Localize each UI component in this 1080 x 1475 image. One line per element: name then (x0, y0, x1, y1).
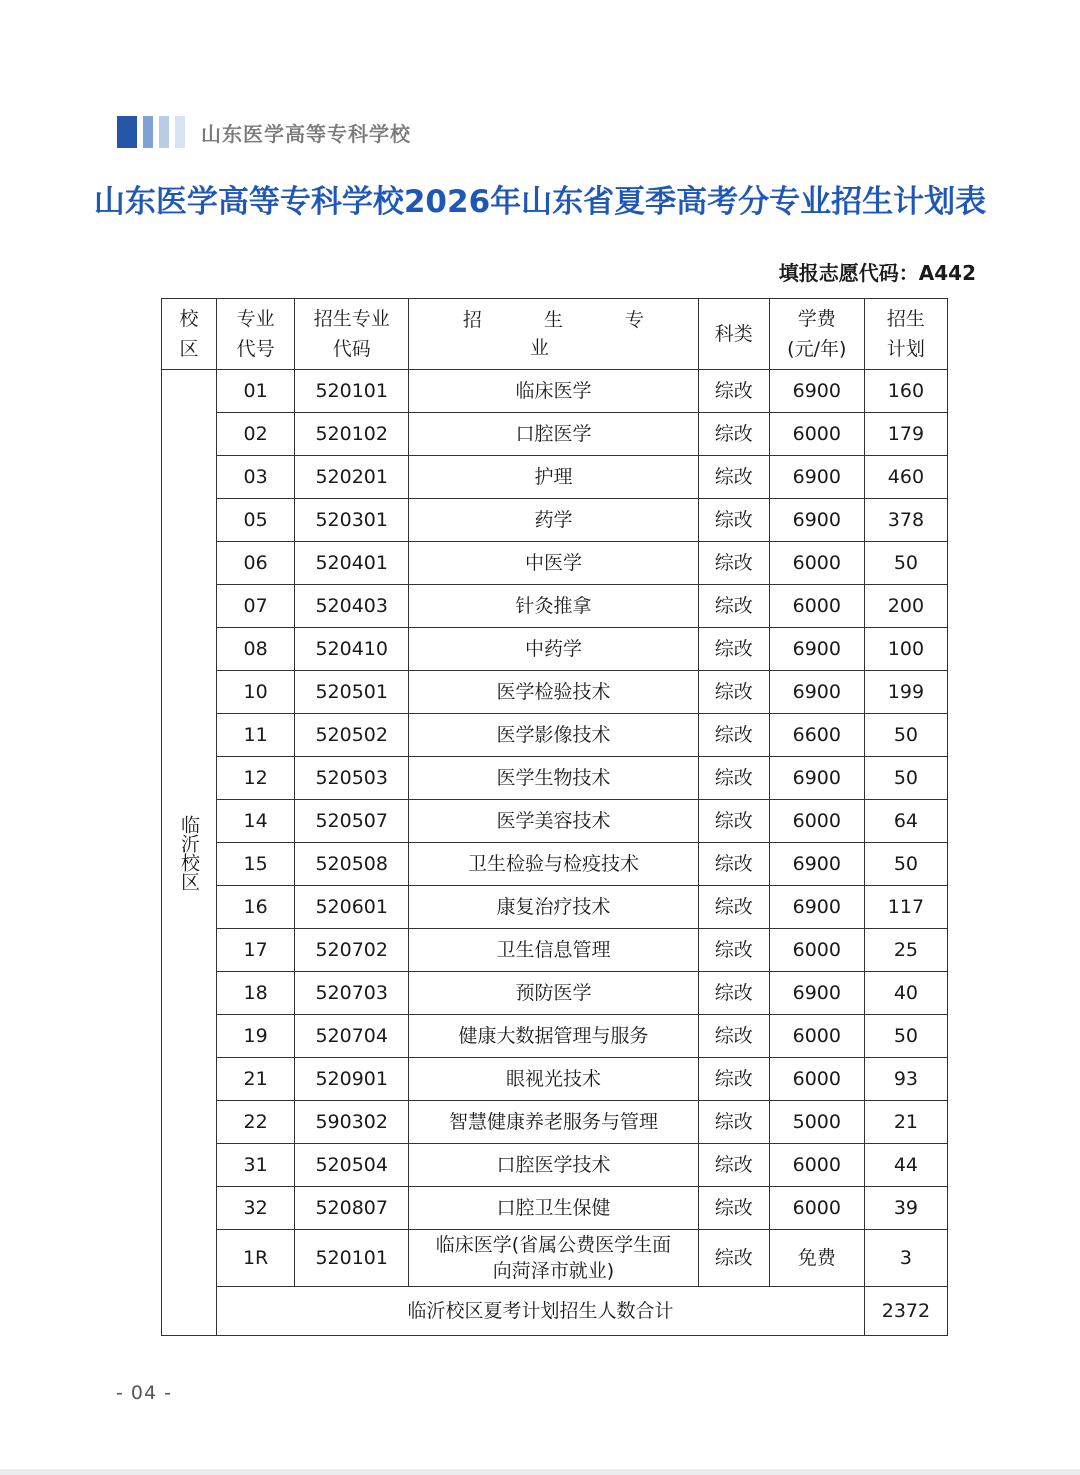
cell-major-code: 520301 (295, 499, 409, 542)
header-campus (162, 299, 217, 370)
cell-category: 综改 (698, 413, 769, 456)
brand-bar (159, 116, 169, 148)
cell-fee: 6600 (769, 714, 864, 757)
table-row (162, 714, 948, 757)
cell-plan: 40 (864, 972, 947, 1015)
cell-major: 眼视光技术 (409, 1058, 698, 1101)
cell-code: 02 (217, 413, 295, 456)
table-row (162, 1187, 948, 1230)
cell-major-code: 520502 (295, 714, 409, 757)
table-row (162, 800, 948, 843)
cell-major-code: 520101 (295, 370, 409, 413)
cell-fee: 6900 (769, 456, 864, 499)
cell-fee: 6000 (769, 1187, 864, 1230)
header-campus-line1: 校 (179, 308, 199, 330)
header-plan-line2: 计划 (886, 338, 925, 360)
page-title: 山东医学高等专科学校2026年山东省夏季高考分专业招生计划表 (93, 184, 987, 220)
brand-bar (143, 116, 153, 148)
campus-cell (162, 370, 217, 1336)
cell-major-line2: 向菏泽市就业) (492, 1260, 615, 1282)
table-row (162, 757, 948, 800)
cell-major-code: 520403 (295, 585, 409, 628)
cell-category: 综改 (698, 671, 769, 714)
table-row (162, 499, 948, 542)
cell-fee: 6900 (769, 499, 864, 542)
cell-code: 03 (217, 456, 295, 499)
cell-major-code: 520703 (295, 972, 409, 1015)
brand-header (117, 116, 411, 148)
cell-plan: 50 (864, 714, 947, 757)
cell-code: 06 (217, 542, 295, 585)
cell-fee: 6900 (769, 370, 864, 413)
table-row (162, 671, 948, 714)
cell-fee: 免费 (769, 1230, 864, 1287)
header-plan-line1: 招生 (886, 308, 925, 330)
cell-category: 综改 (698, 1144, 769, 1187)
table-row-special (162, 1230, 948, 1287)
cell-major-code: 520807 (295, 1187, 409, 1230)
table-header-row (162, 299, 948, 370)
cell-code: 22 (217, 1101, 295, 1144)
cell-category: 综改 (698, 499, 769, 542)
cell-code: 05 (217, 499, 295, 542)
cell-plan: 100 (864, 628, 947, 671)
cell-code: 21 (217, 1058, 295, 1101)
cell-major-code: 520702 (295, 929, 409, 972)
cell-fee: 6000 (769, 929, 864, 972)
cell-code: 32 (217, 1187, 295, 1230)
application-code: 填报志愿代码：A442 (778, 261, 976, 285)
cell-major: 医学生物技术 (409, 757, 698, 800)
cell-code: 15 (217, 843, 295, 886)
page-number: - 04 - (116, 1382, 172, 1404)
brand-bar (117, 116, 137, 148)
cell-plan: 160 (864, 370, 947, 413)
cell-fee: 6000 (769, 413, 864, 456)
cell-plan: 179 (864, 413, 947, 456)
cell-category: 综改 (698, 542, 769, 585)
cell-category: 综改 (698, 1058, 769, 1101)
cell-major: 智慧健康养老服务与管理 (409, 1101, 698, 1144)
cell-major: 健康大数据管理与服务 (409, 1015, 698, 1058)
table-row (162, 1101, 948, 1144)
header-enroll-code-line1: 招生专业 (313, 308, 390, 330)
header-enroll-code (295, 299, 409, 370)
cell-major: 口腔医学 (409, 413, 698, 456)
table-row (162, 1058, 948, 1101)
header-plan (864, 299, 947, 370)
cell-code: 17 (217, 929, 295, 972)
cell-category: 综改 (698, 886, 769, 929)
cell-major: 口腔卫生保健 (409, 1187, 698, 1230)
cell-plan: 44 (864, 1144, 947, 1187)
cell-major-code: 520401 (295, 542, 409, 585)
cell-code: 01 (217, 370, 295, 413)
header-code-line2: 代号 (236, 338, 275, 360)
cell-plan: 50 (864, 757, 947, 800)
cell-plan: 21 (864, 1101, 947, 1144)
cell-category: 综改 (698, 1015, 769, 1058)
cell-major-code: 520508 (295, 843, 409, 886)
cell-category: 综改 (698, 800, 769, 843)
cell-major-code: 520102 (295, 413, 409, 456)
cell-plan: 460 (864, 456, 947, 499)
cell-category: 综改 (698, 585, 769, 628)
cell-major-code: 520501 (295, 671, 409, 714)
table-row (162, 542, 948, 585)
cell-code: 11 (217, 714, 295, 757)
cell-major: 护理 (409, 456, 698, 499)
school-name: 山东医学高等专科学校 (201, 121, 411, 146)
cell-fee: 6900 (769, 757, 864, 800)
cell-major: 医学美容技术 (409, 800, 698, 843)
table-row (162, 370, 948, 413)
cell-major-code: 520901 (295, 1058, 409, 1101)
cell-code: 18 (217, 972, 295, 1015)
table-row (162, 886, 948, 929)
cell-fee: 6000 (769, 542, 864, 585)
cell-major-code: 520101 (295, 1230, 409, 1287)
cell-fee: 6900 (769, 886, 864, 929)
cell-major: 康复治疗技术 (409, 886, 698, 929)
cell-fee: 6000 (769, 800, 864, 843)
cell-major: 预防医学 (409, 972, 698, 1015)
cell-category: 综改 (698, 1101, 769, 1144)
table-row (162, 1015, 948, 1058)
cell-major (409, 1230, 698, 1287)
table-row (162, 585, 948, 628)
header-major-number (217, 299, 295, 370)
cell-plan: 50 (864, 1015, 947, 1058)
cell-major-code: 590302 (295, 1101, 409, 1144)
cell-plan: 117 (864, 886, 947, 929)
cell-category: 综改 (698, 456, 769, 499)
header-major (409, 299, 698, 370)
table-row (162, 1144, 948, 1187)
header-category: 科类 (698, 299, 769, 370)
cell-code: 19 (217, 1015, 295, 1058)
cell-major: 针灸推拿 (409, 585, 698, 628)
cell-plan: 93 (864, 1058, 947, 1101)
table-row (162, 628, 948, 671)
header-major-label: 招 生 专 业 (462, 309, 673, 359)
cell-major: 医学影像技术 (409, 714, 698, 757)
table-row (162, 972, 948, 1015)
total-value: 2372 (864, 1287, 947, 1336)
header-code-line1: 专业 (236, 308, 275, 330)
cell-code: 08 (217, 628, 295, 671)
cell-code: 14 (217, 800, 295, 843)
cell-category: 综改 (698, 843, 769, 886)
cell-major: 卫生检验与检疫技术 (409, 843, 698, 886)
header-enroll-code-line2: 代码 (332, 338, 371, 360)
cell-major: 药学 (409, 499, 698, 542)
cell-fee: 5000 (769, 1101, 864, 1144)
cell-major: 中药学 (409, 628, 698, 671)
cell-plan: 3 (864, 1230, 947, 1287)
cell-major: 临床医学 (409, 370, 698, 413)
cell-major: 中医学 (409, 542, 698, 585)
cell-fee: 6000 (769, 585, 864, 628)
table-total-row (162, 1287, 948, 1336)
cell-major: 口腔医学技术 (409, 1144, 698, 1187)
cell-major-code: 520201 (295, 456, 409, 499)
cell-category: 综改 (698, 1230, 769, 1287)
cell-code: 12 (217, 757, 295, 800)
brand-logo-bars (117, 116, 191, 148)
header-fee-line1: 学费 (797, 308, 836, 330)
header-campus-line2: 区 (179, 338, 199, 360)
cell-major-line1: 临床医学(省属公费医学生面 (435, 1234, 672, 1256)
cell-major-code: 520704 (295, 1015, 409, 1058)
cell-category: 综改 (698, 370, 769, 413)
header-fee (769, 299, 864, 370)
table-row (162, 929, 948, 972)
cell-fee: 6900 (769, 671, 864, 714)
table-row (162, 456, 948, 499)
cell-category: 综改 (698, 1187, 769, 1230)
table-row (162, 843, 948, 886)
cell-plan: 50 (864, 843, 947, 886)
cell-fee: 6000 (769, 1058, 864, 1101)
brand-bar (175, 116, 185, 148)
cell-fee: 6900 (769, 843, 864, 886)
cell-major: 医学检验技术 (409, 671, 698, 714)
cell-plan: 64 (864, 800, 947, 843)
cell-plan: 25 (864, 929, 947, 972)
cell-major-code: 520503 (295, 757, 409, 800)
cell-code: 1R (217, 1230, 295, 1287)
cell-code: 16 (217, 886, 295, 929)
cell-fee: 6000 (769, 1015, 864, 1058)
campus-name: 临沂校区 (178, 814, 201, 891)
cell-major-code: 520504 (295, 1144, 409, 1187)
cell-fee: 6900 (769, 628, 864, 671)
cell-fee: 6000 (769, 1144, 864, 1187)
cell-category: 综改 (698, 972, 769, 1015)
total-label: 临沂校区夏考计划招生人数合计 (217, 1287, 865, 1336)
enrollment-plan-table (161, 298, 948, 1336)
table-row (162, 413, 948, 456)
cell-plan: 378 (864, 499, 947, 542)
cell-category: 综改 (698, 757, 769, 800)
cell-code: 07 (217, 585, 295, 628)
header-fee-line2: (元/年) (787, 338, 847, 360)
cell-code: 10 (217, 671, 295, 714)
cell-category: 综改 (698, 628, 769, 671)
cell-plan: 39 (864, 1187, 947, 1230)
cell-major-code: 520507 (295, 800, 409, 843)
cell-code: 31 (217, 1144, 295, 1187)
cell-major-code: 520410 (295, 628, 409, 671)
table-body (162, 370, 948, 1336)
cell-plan: 200 (864, 585, 947, 628)
cell-category: 综改 (698, 714, 769, 757)
cell-plan: 199 (864, 671, 947, 714)
cell-fee: 6900 (769, 972, 864, 1015)
page-bottom-strip (0, 1469, 1080, 1475)
cell-major: 卫生信息管理 (409, 929, 698, 972)
cell-category: 综改 (698, 929, 769, 972)
cell-major-code: 520601 (295, 886, 409, 929)
cell-plan: 50 (864, 542, 947, 585)
